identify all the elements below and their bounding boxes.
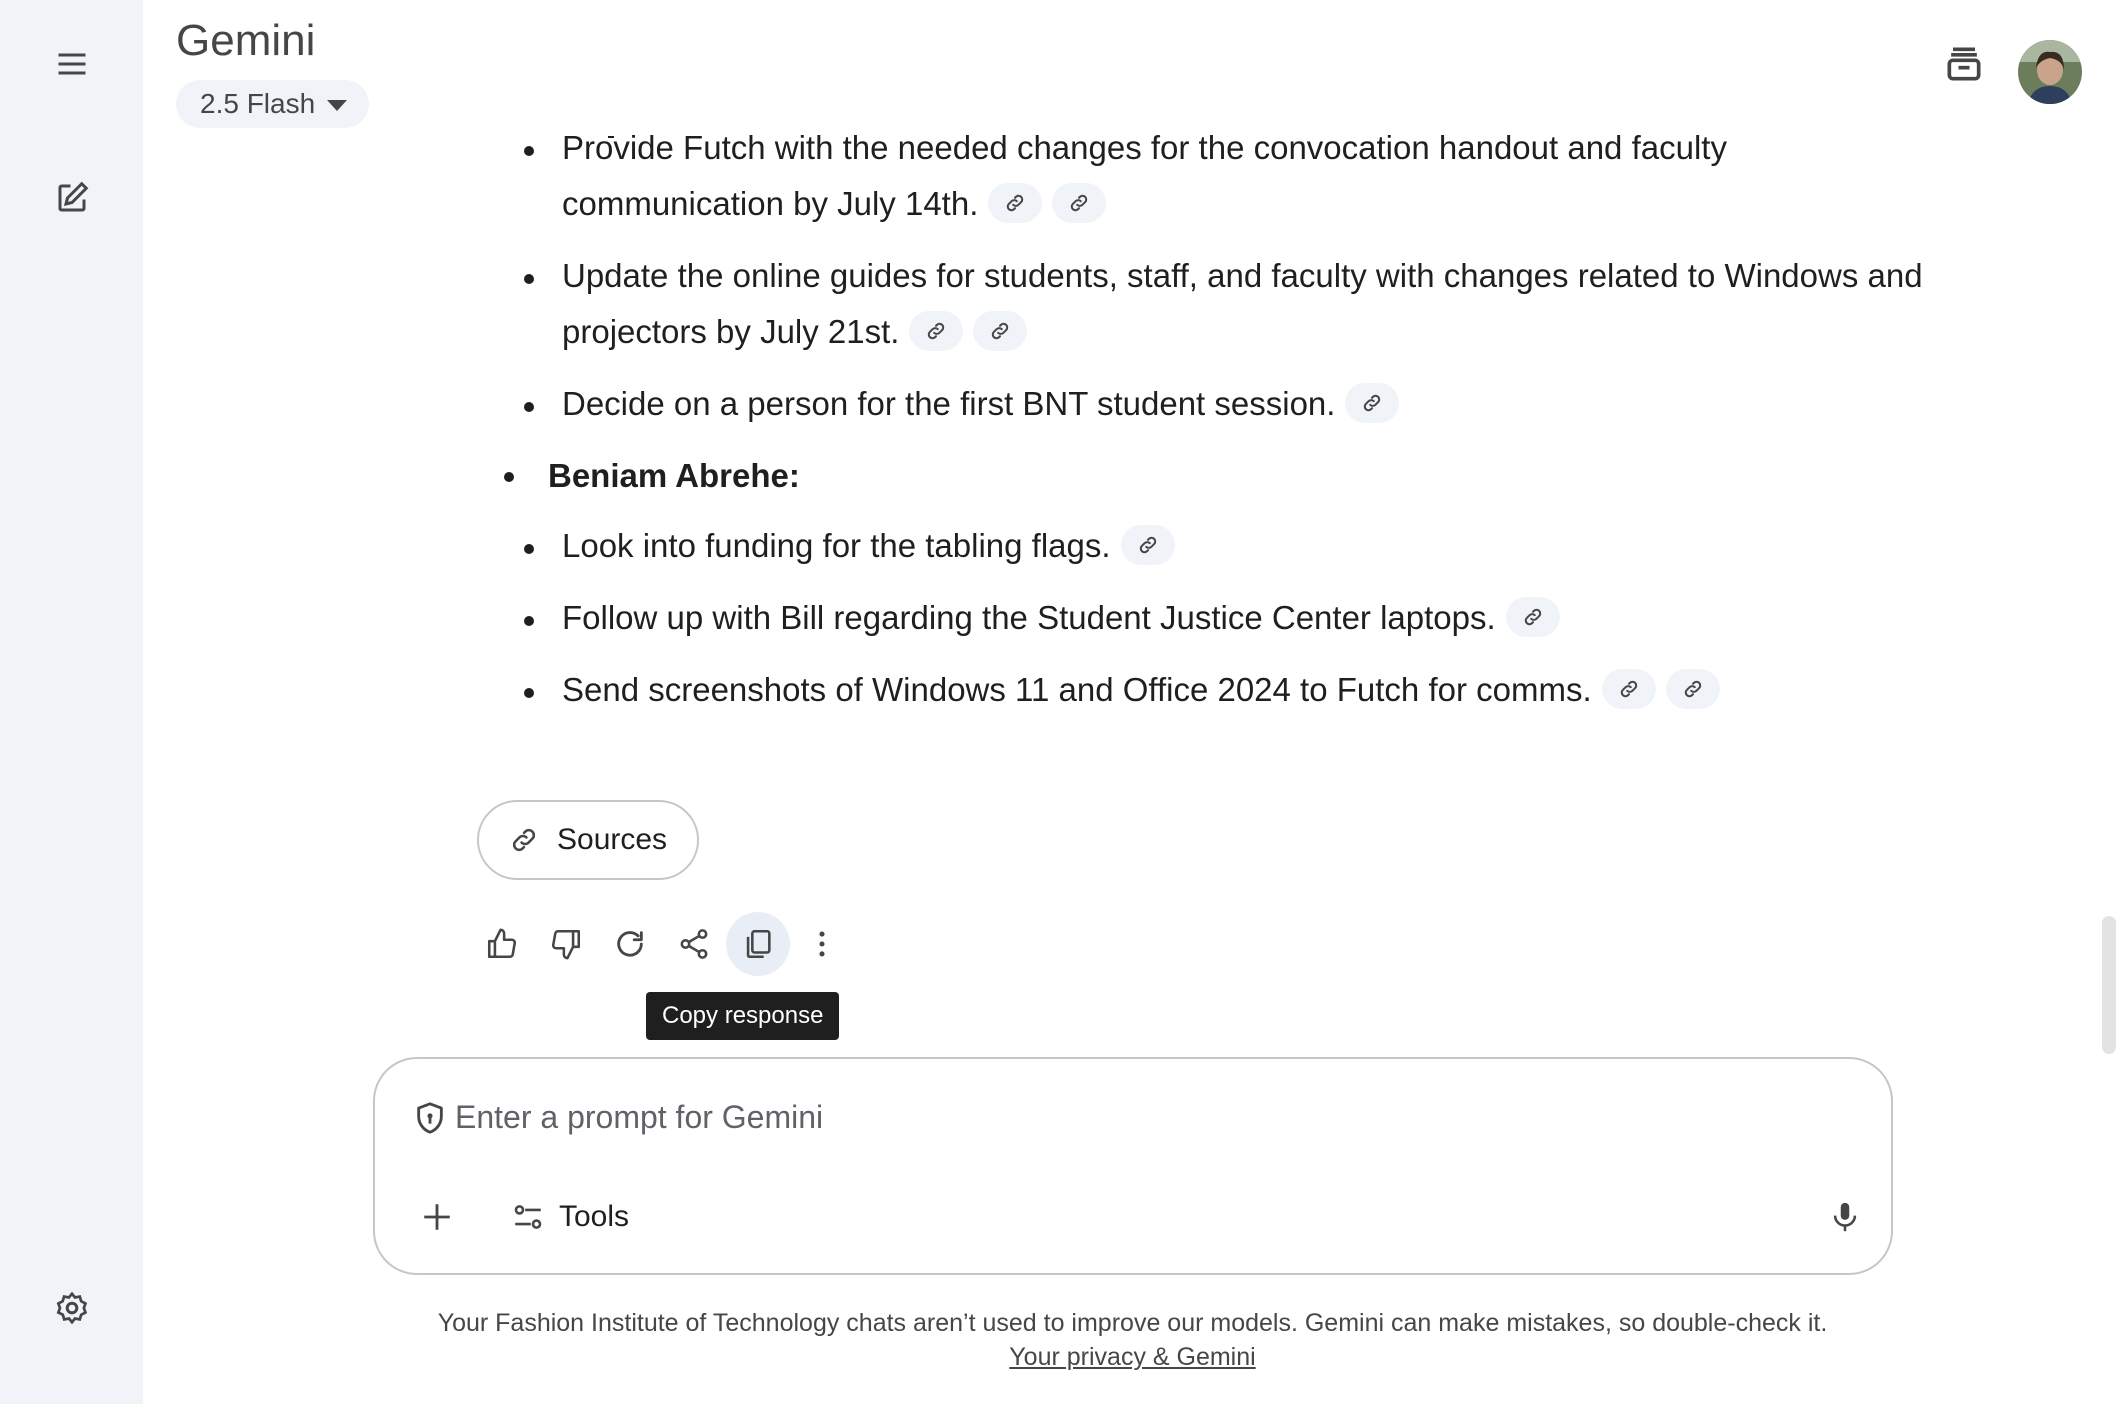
citation-chip[interactable] <box>1052 183 1106 223</box>
action-items-list <box>562 518 1956 718</box>
settings-button[interactable] <box>40 1276 104 1340</box>
privacy-link-row <box>143 1340 2122 1374</box>
model-selector-label: 2.5 Flash <box>200 88 316 119</box>
sources-button[interactable] <box>477 800 699 880</box>
list-item <box>562 662 1956 718</box>
privacy-link[interactable]: Your privacy & Gemini <box>1009 1343 1256 1371</box>
link-icon <box>1068 192 1090 214</box>
add-files-button[interactable] <box>411 1191 463 1243</box>
model-response <box>476 120 1956 734</box>
citation-chip[interactable] <box>909 311 963 351</box>
regenerate-icon <box>613 927 647 961</box>
list-item-text: Update the online guides for students, staff, and faculty with changes related to Windows and projectors by July 21st. <box>562 257 1923 350</box>
list-item-text: Send screenshots of Windows 11 and Office 2024 to Futch for comms. <box>562 671 1592 708</box>
link-icon <box>1004 192 1026 214</box>
copy-response-tooltip: Copy response <box>646 992 839 1040</box>
thumbs-down-icon <box>549 927 583 961</box>
regenerate-button[interactable] <box>598 912 662 976</box>
gear-icon <box>54 1290 90 1326</box>
shield-icon <box>413 1101 447 1135</box>
link-icon <box>1137 534 1159 556</box>
new-chat-button[interactable] <box>40 166 104 230</box>
model-selector[interactable] <box>176 80 369 128</box>
citation-chip[interactable] <box>1666 669 1720 709</box>
account-avatar[interactable] <box>2018 40 2082 104</box>
list-item <box>562 248 1956 360</box>
microphone-icon <box>1828 1200 1862 1234</box>
archive-button[interactable] <box>1938 38 1990 90</box>
scrollbar-thumb[interactable] <box>2102 916 2116 1054</box>
caret-down-icon <box>327 100 347 111</box>
list-item <box>562 590 1956 646</box>
disclaimer-text: Your Fashion Institute of Technology chats aren’t used to improve our models. Gemini can make mistakes, so double-check it. <box>437 1309 1828 1337</box>
more-options-button[interactable] <box>790 912 854 976</box>
list-item <box>562 120 1956 232</box>
thumbs-up-icon <box>485 927 519 961</box>
share-button[interactable] <box>662 912 726 976</box>
link-icon <box>1682 678 1704 700</box>
person-heading: Beniam Abrehe: <box>548 448 1956 504</box>
plus-icon <box>420 1200 454 1234</box>
good-response-button[interactable] <box>470 912 534 976</box>
list-item-text: Provide Futch with the needed changes for the convocation handout and faculty communication by July 14th. <box>562 129 1727 222</box>
prompt-input[interactable] <box>455 1091 1755 1143</box>
edit-icon <box>54 180 90 216</box>
tools-icon <box>511 1200 545 1234</box>
tools-button[interactable] <box>503 1189 637 1245</box>
bad-response-button[interactable] <box>534 912 598 976</box>
copy-icon <box>741 927 775 961</box>
link-icon <box>509 825 539 855</box>
share-icon <box>677 927 711 961</box>
citation-chip[interactable] <box>1506 597 1560 637</box>
citation-chip[interactable] <box>973 311 1027 351</box>
link-icon <box>1618 678 1640 700</box>
action-items-list <box>562 120 1956 432</box>
link-icon <box>989 320 1011 342</box>
citation-chip[interactable] <box>1121 525 1175 565</box>
avatar-photo-icon <box>2018 40 2082 104</box>
sources-label: Sources <box>557 823 668 856</box>
menu-icon <box>54 46 90 82</box>
response-actions <box>470 912 854 976</box>
list-item-text: Follow up with Bill regarding the Student Justice Center laptops. <box>562 599 1496 636</box>
link-icon <box>925 320 947 342</box>
list-item-text: Decide on a person for the first BNT student session. <box>562 385 1336 422</box>
list-item <box>562 376 1956 432</box>
microphone-button[interactable] <box>1819 1191 1871 1243</box>
main-menu-button[interactable] <box>40 32 104 96</box>
link-icon <box>1361 392 1383 414</box>
citation-chip[interactable] <box>1345 383 1399 423</box>
link-icon <box>1522 606 1544 628</box>
tools-label: Tools <box>559 1200 630 1233</box>
more-options-icon <box>805 927 839 961</box>
app-title: Gemini <box>176 16 316 65</box>
list-item-text: Look into funding for the tabling flags. <box>562 527 1111 564</box>
citation-chip[interactable] <box>1602 669 1656 709</box>
archive-icon <box>1942 42 1986 86</box>
copy-response-button[interactable] <box>726 912 790 976</box>
prompt-box <box>373 1057 1893 1275</box>
list-item <box>562 518 1956 574</box>
citation-chip[interactable] <box>988 183 1042 223</box>
side-rail <box>0 0 143 1404</box>
